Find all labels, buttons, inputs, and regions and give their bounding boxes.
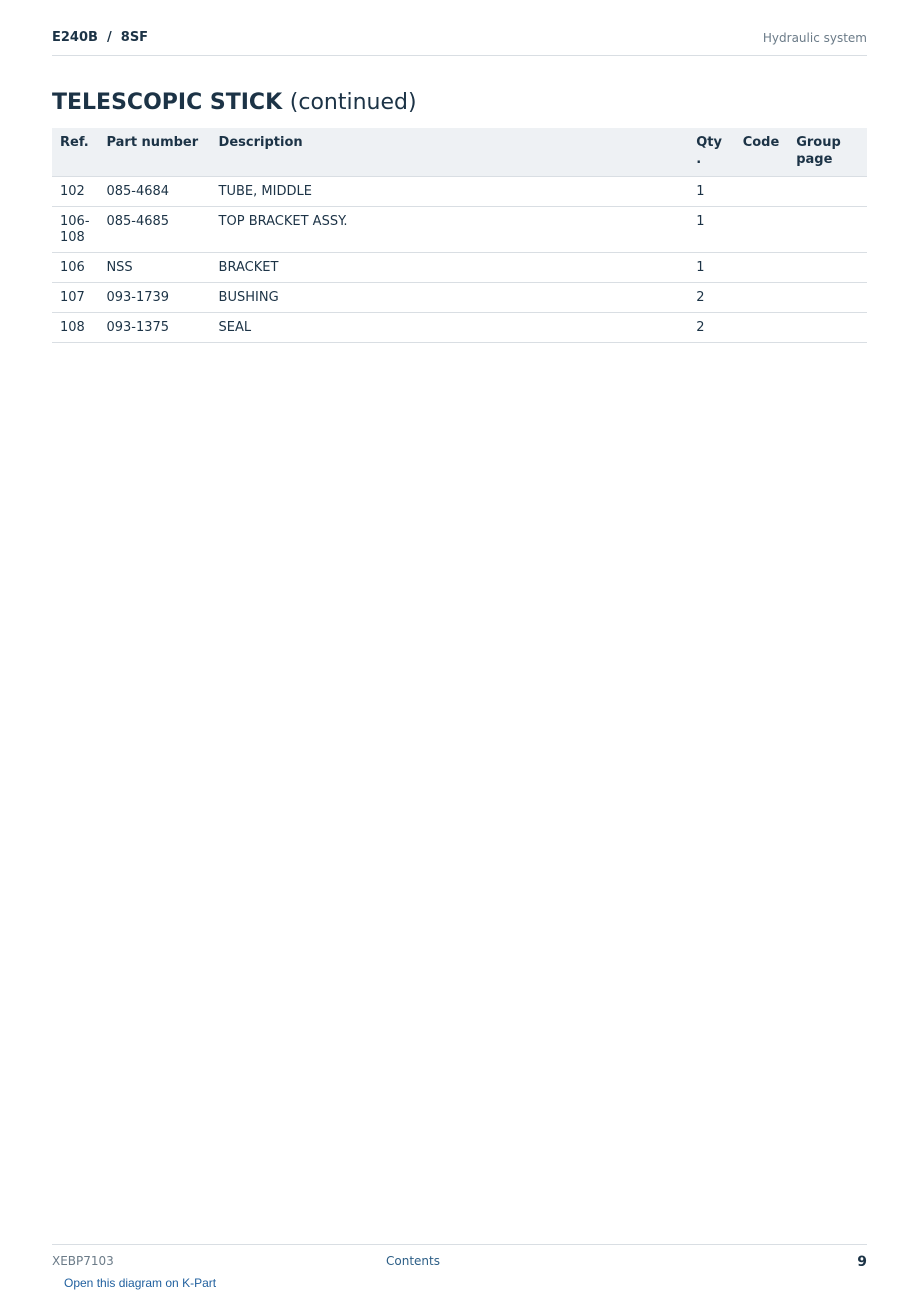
cell-description: SEAL bbox=[211, 313, 689, 343]
table-row bbox=[52, 283, 867, 313]
cell-part-number: 085-4685 bbox=[98, 207, 210, 253]
cell-qty: 2 bbox=[688, 313, 734, 343]
cell-code bbox=[735, 283, 789, 313]
model-label: E240B / 8SF bbox=[52, 30, 149, 45]
cell-qty: 1 bbox=[688, 207, 734, 253]
cell-code bbox=[735, 177, 789, 207]
cell-ref: 106- 108 bbox=[52, 207, 98, 253]
cell-description: BUSHING bbox=[211, 283, 689, 313]
page-header bbox=[52, 0, 867, 56]
page-title-main: TELESCOPIC STICK bbox=[52, 90, 283, 115]
cell-ref: 107 bbox=[52, 283, 98, 313]
cell-ref: 108 bbox=[52, 313, 98, 343]
cell-part-number: 093-1375 bbox=[98, 313, 210, 343]
cell-description: TUBE, MIDDLE bbox=[211, 177, 689, 207]
open-on-kpart-link[interactable]: Open this diagram on K-Part bbox=[64, 1276, 217, 1290]
cell-code bbox=[735, 253, 789, 283]
cell-part-number: 093-1739 bbox=[98, 283, 210, 313]
column-header-description: Description bbox=[211, 128, 689, 177]
table-row bbox=[52, 177, 867, 207]
contents-link[interactable]: Contents bbox=[386, 1254, 440, 1268]
column-header-qty: Qty . bbox=[688, 128, 734, 177]
page-footer bbox=[52, 1244, 867, 1300]
table-header-row bbox=[52, 128, 867, 177]
document-code: XEBP7103 bbox=[52, 1254, 114, 1268]
column-header-ref: Ref. bbox=[52, 128, 98, 177]
cell-group-page bbox=[788, 207, 867, 253]
table-row bbox=[52, 253, 867, 283]
cell-part-number: NSS bbox=[98, 253, 210, 283]
cell-code bbox=[735, 313, 789, 343]
cell-code bbox=[735, 207, 789, 253]
table-row bbox=[52, 313, 867, 343]
cell-qty: 1 bbox=[688, 253, 734, 283]
section-name: Hydraulic system bbox=[762, 31, 867, 45]
cell-part-number: 085-4684 bbox=[98, 177, 210, 207]
cell-ref: 106 bbox=[52, 253, 98, 283]
cell-qty: 2 bbox=[688, 283, 734, 313]
table-row bbox=[52, 207, 867, 253]
column-header-code: Code bbox=[735, 128, 789, 177]
page-title bbox=[52, 90, 417, 115]
parts-table bbox=[52, 128, 867, 343]
page-number: 9 bbox=[857, 1254, 867, 1270]
column-header-part-number: Part number bbox=[98, 128, 210, 177]
page-title-suffix: (continued) bbox=[289, 90, 417, 115]
cell-group-page bbox=[788, 177, 867, 207]
cell-group-page bbox=[788, 313, 867, 343]
cell-description: BRACKET bbox=[211, 253, 689, 283]
column-header-group-page: Group page bbox=[788, 128, 867, 177]
cell-description: TOP BRACKET ASSY. bbox=[211, 207, 689, 253]
cell-ref: 102 bbox=[52, 177, 98, 207]
cell-group-page bbox=[788, 253, 867, 283]
cell-group-page bbox=[788, 283, 867, 313]
cell-qty: 1 bbox=[688, 177, 734, 207]
